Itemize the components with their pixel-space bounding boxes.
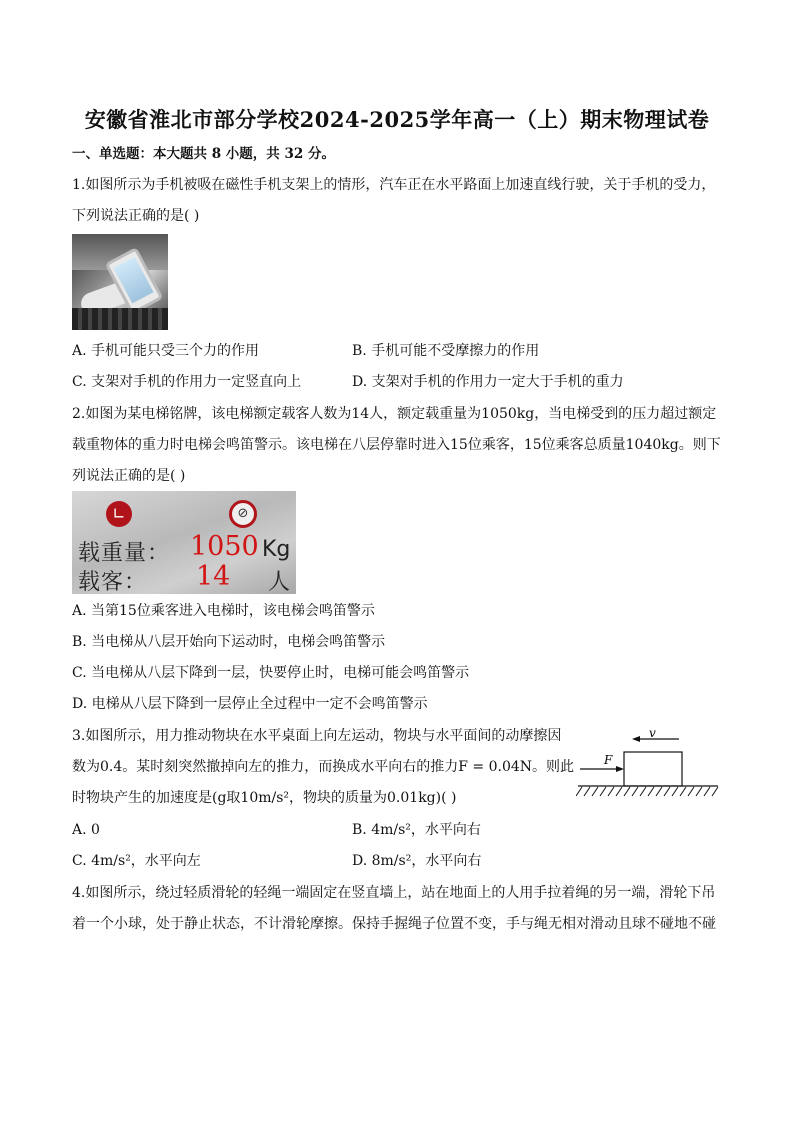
- question-2-option-b: B. 当电梯从八层开始向下运动时，电梯会鸣笛警示: [72, 634, 386, 650]
- question-3-text-line2: 数为0.4。某时刻突然撤掉向左的推力，而换成水平向右的推力F = 0.04N。则此: [72, 759, 575, 775]
- question-1-text-line1: 1.如图所示为手机被吸在磁性手机支架上的情形，汽车正在水平路面上加速直线行驶，关于手机的受力，: [72, 177, 716, 193]
- question-1-option-a: A. 手机可能只受三个力的作用: [72, 343, 260, 359]
- force-label: F: [604, 753, 613, 767]
- velocity-arrow-head: [632, 736, 640, 742]
- velocity-label: v: [649, 726, 656, 740]
- page-title: 安徽省淮北市部分学校2024-2025学年高一（上）期末物理试卷: [84, 107, 710, 132]
- plate-passenger-value: 14: [196, 561, 231, 592]
- question-2-text-line1: 2.如图为某电梯铭牌，该电梯额定载客人数为14人，额定载重量为1050kg，当电梯受到的压力超过额定: [72, 406, 717, 422]
- question-2-option-a: A. 当第15位乘客进入电梯时，该电梯会鸣笛警示: [72, 603, 375, 619]
- ground-hatching: [576, 787, 718, 796]
- elevator-sign-icon: ∟: [106, 501, 132, 527]
- question-3-text-line3: 时物块产生的加速度是(g取10m/s²，物块的质量为0.01kg)( ): [72, 790, 457, 806]
- question-1-option-d: D. 支架对手机的作用力一定大于手机的重力: [352, 374, 624, 390]
- no-smoking-icon: ⊘: [229, 500, 257, 528]
- question-3-text-line1: 3.如图所示，用力推动物块在水平桌面上向左运动，物块与水平面间的动摩擦因: [72, 728, 562, 744]
- plate-load-value: 1050: [190, 531, 259, 562]
- question-3-option-b: B. 4m/s²，水平向右: [352, 822, 481, 838]
- plate-load-unit: Kg: [262, 537, 291, 562]
- question-4-text-line1: 4.如图所示，绕过轻质滑轮的轻绳一端固定在竖直墙上，站在地面上的人用手拉着绳的另一端，滑轮下吊: [72, 885, 716, 901]
- question-2-text-line2: 载重物体的重力时电梯会鸣笛警示。该电梯在八层停靠时进入15位乘客，15位乘客总质量1040kg。则下: [72, 437, 721, 453]
- plate-passenger-unit: 人: [268, 570, 291, 594]
- plate-passenger-label: 载客：: [78, 570, 148, 594]
- question-2-option-c: C. 当电梯从八层下降到一层，快要停止时，电梯可能会鸣笛警示: [72, 665, 470, 681]
- question-3-option-c: C. 4m/s²，水平向左: [72, 853, 201, 869]
- question-3-option-d: D. 8m/s²，水平向右: [352, 853, 482, 869]
- section-heading: 一、单选题：本大题共 8 小题，共 32 分。: [72, 146, 335, 162]
- question-1-text-line2: 下列说法正确的是( ): [72, 208, 200, 224]
- block-force-diagram: [576, 726, 722, 802]
- question-2-option-d: D. 电梯从八层下降到一层停止全过程中一定不会鸣笛警示: [72, 696, 428, 712]
- question-3-option-a: A. 0: [72, 822, 100, 838]
- phone-holder-photo: [72, 234, 168, 330]
- question-4-text-line2: 着一个小球，处于静止状态，不计滑轮摩擦。保持手握绳子位置不变，手与绳无相对滑动且球不碰地不碰: [72, 916, 716, 932]
- question-1-option-c: C. 支架对手机的作用力一定竖直向上: [72, 374, 302, 390]
- plate-load-label: 载重量：: [78, 541, 171, 566]
- question-2-text-line3: 列说法正确的是( ): [72, 468, 186, 484]
- question-1-option-b: B. 手机可能不受摩擦力的作用: [352, 343, 540, 359]
- force-arrow-head: [616, 766, 624, 772]
- block: [624, 752, 682, 786]
- elevator-nameplate-photo: [72, 491, 296, 594]
